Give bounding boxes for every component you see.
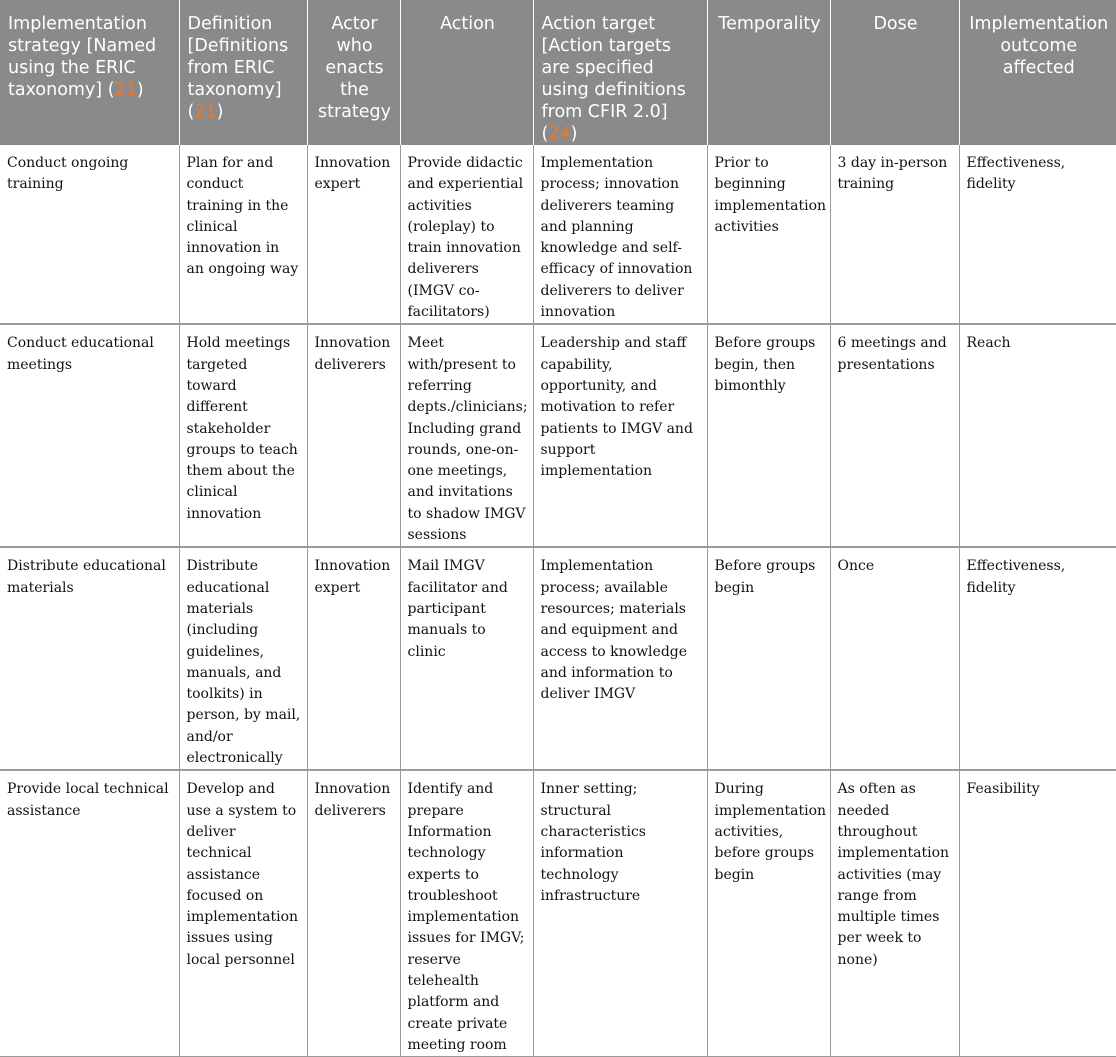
cell-definition: Hold meetings targeted toward different stakeholder groups to teach them about the clinical innovation — [179, 324, 307, 547]
cell-dose: Once — [830, 547, 959, 770]
header-temporality: Temporality — [707, 0, 830, 145]
cell-temporality: During implementation activities, before groups begin — [707, 770, 830, 1056]
cell-definition: Distribute educational materials (including guidelines, manuals, and toolkits) in person, by mail, and/or electronically — [179, 547, 307, 770]
cell-actor: Innovation expert — [307, 547, 400, 770]
cell-strategy: Provide local technical assistance — [0, 770, 179, 1056]
header-implementation-outcome: Implementation outcome affected — [959, 0, 1116, 145]
cell-definition: Develop and use a system to deliver technical assistance focused on implementation issues using local personnel — [179, 770, 307, 1056]
cell-dose: 3 day in-person training — [830, 145, 959, 324]
cell-strategy: Conduct educational meetings — [0, 324, 179, 547]
cell-actor: Innovation expert — [307, 145, 400, 324]
cell-strategy: Conduct ongoing training — [0, 145, 179, 324]
header-action: Action — [400, 0, 533, 145]
cell-dose: 6 meetings and presentations — [830, 324, 959, 547]
cell-outcome: Effectiveness, fidelity — [959, 547, 1116, 770]
reference-link[interactable]: 24 — [548, 124, 571, 144]
cell-action-target: Inner setting; structural characteristics information technology infrastructure — [533, 770, 707, 1056]
header-dose: Dose — [830, 0, 959, 145]
cell-action-target: Leadership and staff capability, opportunity, and motivation to refer patients to IMGV and support implementation — [533, 324, 707, 547]
header-row — [0, 0, 1116, 145]
table-row — [0, 547, 1116, 770]
cell-action: Meet with/present to referring depts./clinicians; Including grand rounds, one-on-one meetings, and invitations to shadow IMGV sessions — [400, 324, 533, 547]
header-implementation-strategy: Implementation strategy [Named using the ERIC taxonomy] (21) — [0, 0, 179, 145]
cell-action: Identify and prepare Information technology experts to troubleshoot implementation issues for IMGV; reserve telehealth platform and create private meeting room — [400, 770, 533, 1056]
cell-action: Provide didactic and experiential activities (roleplay) to train innovation deliverers (IMGV co-facilitators) — [400, 145, 533, 324]
table-row — [0, 145, 1116, 324]
cell-action-target: Implementation process; available resources; materials and equipment and access to knowledge and information to deliver IMGV — [533, 547, 707, 770]
cell-definition: Plan for and conduct training in the clinical innovation in an ongoing way — [179, 145, 307, 324]
header-action-target: Action target [Action targets are specified using definitions from CFIR 2.0] (24) — [533, 0, 707, 145]
cell-action: Mail IMGV facilitator and participant manuals to clinic — [400, 547, 533, 770]
cell-outcome: Reach — [959, 324, 1116, 547]
header-definition: Definition [Definitions from ERIC taxonomy] (21) — [179, 0, 307, 145]
cell-actor: Innovation deliverers — [307, 770, 400, 1056]
header-actor: Actor who enacts the strategy — [307, 0, 400, 145]
cell-action-target: Implementation process; innovation deliverers teaming and planning knowledge and self-efficacy of innovation deliverers to deliver innovation — [533, 145, 707, 324]
cell-dose: As often as needed throughout implementation activities (may range from multiple times per week to none) — [830, 770, 959, 1056]
cell-outcome: Effectiveness, fidelity — [959, 145, 1116, 324]
cell-temporality: Before groups begin — [707, 547, 830, 770]
reference-link[interactable]: 21 — [114, 80, 137, 100]
cell-temporality: Before groups begin, then bimonthly — [707, 324, 830, 547]
table-row — [0, 770, 1116, 1056]
cell-strategy: Distribute educational materials — [0, 547, 179, 770]
cell-outcome: Feasibility — [959, 770, 1116, 1056]
cell-actor: Innovation deliverers — [307, 324, 400, 547]
table-row — [0, 324, 1116, 547]
cell-temporality: Prior to beginning implementation activities — [707, 145, 830, 324]
reference-link[interactable]: 21 — [194, 102, 217, 122]
